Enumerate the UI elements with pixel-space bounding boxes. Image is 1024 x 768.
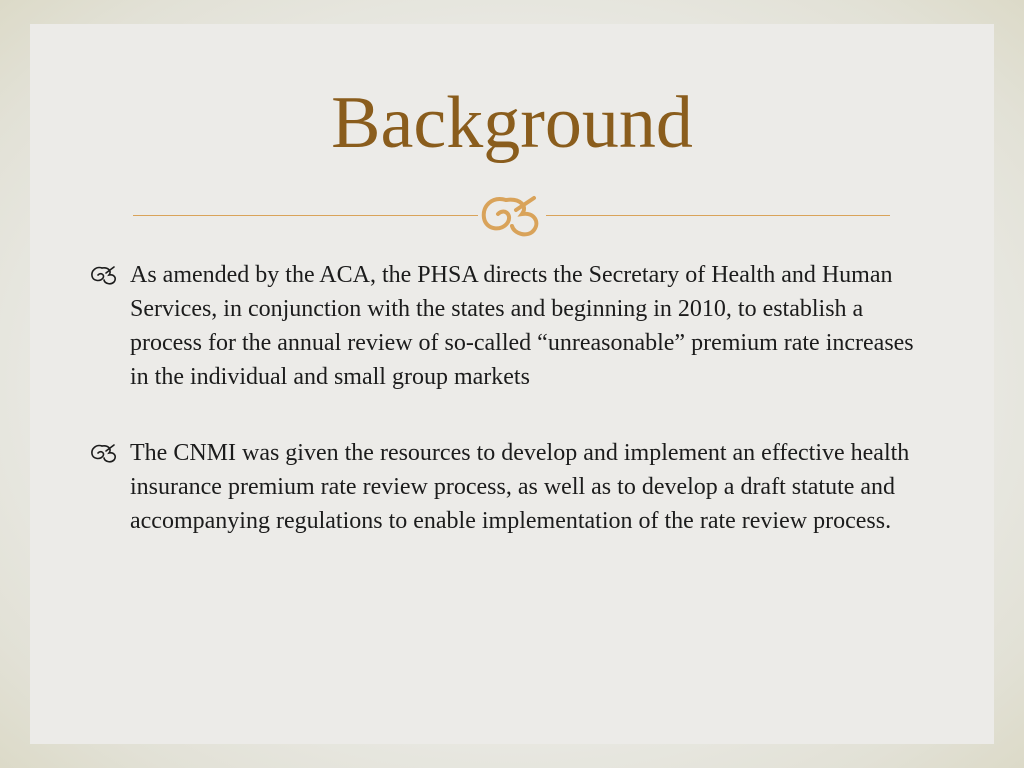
title-divider-left	[133, 215, 478, 216]
title-divider-right	[546, 215, 890, 216]
bullet-item	[88, 258, 938, 394]
decorative-flourish-icon	[476, 190, 548, 240]
curly-ornament-bullet-icon	[88, 442, 120, 464]
bullet-item	[88, 436, 938, 538]
curly-ornament-bullet-icon	[88, 264, 120, 286]
bullet-text: The CNMI was given the resources to develop and implement an effective health insurance premium rate review process, as well as to develop a draft statute and accompanying regulations to enable implementation of the rate review process.	[130, 440, 910, 534]
bullet-list	[88, 258, 938, 538]
bullet-text: As amended by the ACA, the PHSA directs the Secretary of Health and Human Services, in conjunction with the states and beginning in 2010, to establish a process for the annual review of so-called “unreasonable” premium rate increases in the individual and small group markets	[130, 262, 914, 390]
slide-title: Background	[331, 82, 693, 164]
